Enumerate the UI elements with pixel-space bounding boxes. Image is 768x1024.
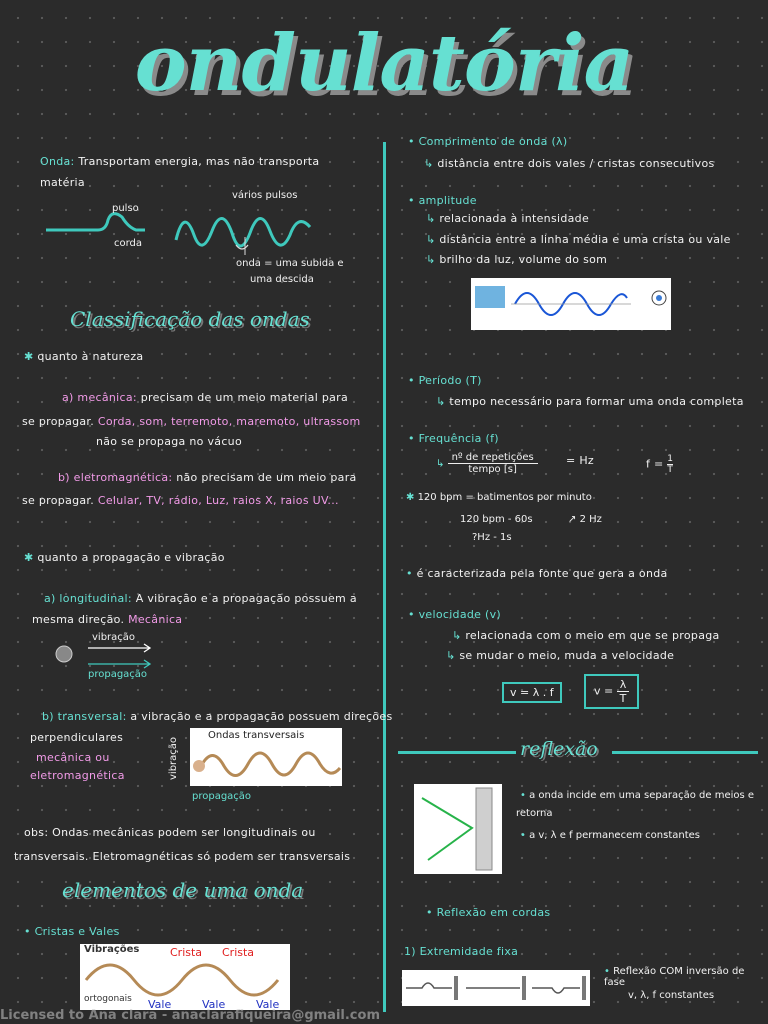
amp-line3	[426, 253, 607, 266]
vel-formula-box-1: v = λ . f	[502, 682, 562, 703]
bpm-text: 120 bpm = batimentos por minuto	[417, 492, 592, 503]
vel-line2	[446, 649, 674, 662]
velocidade-text: velocidade (v)	[418, 608, 502, 621]
refl-inv-line	[604, 966, 768, 988]
page-title: ondulatória	[134, 18, 634, 109]
natureza-text: quanto à natureza	[37, 350, 144, 363]
reflection-svg	[414, 784, 502, 874]
onda-subida-line2: uma descida	[250, 274, 314, 285]
periodo-def: tempo necessário para formar uma onda completa	[449, 395, 744, 408]
bpm-line2b	[568, 514, 602, 525]
frequencia-text: Frequência (f)	[418, 432, 499, 445]
eletro-prop: se propagar.	[22, 494, 95, 507]
freq-formula-T: T	[667, 465, 674, 475]
mecanica-line	[62, 391, 348, 404]
freq-hz: = Hz	[566, 454, 594, 467]
transversal-label: b) transversal:	[42, 710, 127, 723]
varios-pulsos-label: vários pulsos	[232, 190, 298, 201]
mecanica-prop-line	[22, 415, 361, 428]
vel-f2-fraction	[617, 678, 630, 705]
bullet-icon: ✱	[24, 551, 38, 564]
obs-line2: transversais. Eletromagnéticas só podem ser transversais	[14, 850, 351, 863]
refl-line1b: retorna	[516, 808, 553, 819]
bpm-hz: 2 Hz	[579, 514, 602, 525]
amp1: relacionada à intensidade	[439, 212, 590, 225]
freq-fraction	[436, 452, 538, 475]
wall-1	[454, 976, 458, 1000]
classificacao-heading: Classificação das ondas	[70, 307, 310, 331]
cristas-vales-text: Cristas e Vales	[34, 925, 120, 938]
transversal-line	[42, 710, 393, 723]
transversal-def1: a vibração e a propagação possuem direções	[130, 710, 393, 723]
rope-pulse-1	[406, 983, 452, 988]
transverse-wave-image	[190, 728, 342, 786]
arrow-icon: ↳	[436, 458, 448, 470]
crest-valley-wave	[86, 965, 278, 995]
amplitude-svg	[471, 278, 671, 330]
amplitude-text: amplitude	[418, 194, 477, 207]
onda-label: Onda:	[40, 155, 75, 168]
wall-3	[582, 976, 586, 1000]
propagacao-heading	[24, 551, 225, 564]
amp-line2	[426, 233, 731, 246]
rope-reflection-image	[402, 970, 590, 1006]
arrow-icon: ↳	[452, 629, 466, 642]
longitudinal-label: a) longitudinal:	[44, 592, 132, 605]
comprimento-heading	[408, 135, 567, 148]
refl2: a v, λ e f permanecem constantes	[529, 830, 700, 841]
arrow-icon: ↳	[426, 233, 440, 246]
onda-def-line1: Transportam energia, mas não transporta	[78, 155, 320, 168]
landscape-icon	[475, 286, 505, 308]
caracterizada-text: é caracterizada pela fonte que gera a onda	[416, 567, 668, 580]
refl-inv2: v, λ, f constantes	[628, 990, 715, 1001]
reflexao-image	[414, 784, 502, 874]
vel-f2-den: T	[619, 692, 627, 705]
bpm-line3: ?Hz - 1s	[472, 532, 512, 543]
eletro-line	[58, 471, 357, 484]
obs-line1: obs: Ondas mecânicas podem ser longitudinais ou	[24, 826, 316, 839]
comprimento-def: distância entre dois vales / cristas consecutivos	[437, 157, 715, 170]
freq-fraction-body	[448, 452, 538, 475]
periodo-def-line	[436, 395, 744, 408]
pulso-label: pulso	[112, 203, 139, 214]
refl-cordas-text: Reflexão em cordas	[436, 906, 551, 919]
reflexao-line-left	[398, 751, 516, 754]
propagacao-text: quanto a propagação e vibração	[37, 551, 225, 564]
reflection-ray	[422, 798, 472, 860]
arrow-icon: ↳	[426, 212, 440, 225]
transverse-wave-svg	[190, 728, 342, 786]
freq-denominator: tempo [s]	[468, 464, 517, 475]
eletro-def: não precisam de um meio para	[176, 471, 357, 484]
vibracao-label: vibração	[92, 632, 136, 643]
natureza-heading	[24, 350, 143, 363]
freq-formula-1: 1	[667, 454, 674, 464]
refl-line2	[520, 830, 700, 841]
velocidade-heading	[408, 608, 501, 621]
bullet-icon: •	[408, 374, 419, 387]
periodo-text: Período (T)	[418, 374, 482, 387]
bpm-line	[406, 492, 592, 503]
bullet-icon: •	[520, 830, 530, 841]
longitudinal-line	[44, 592, 357, 605]
eletro-label: b) eletromagnética:	[58, 471, 173, 484]
arrow-icon: ↳	[426, 253, 440, 266]
freq-numerator: nº de repetições	[448, 452, 538, 464]
longitudinal-mecanica: Mecânica	[128, 613, 183, 626]
transversal-mec1: mecânica ou	[36, 751, 110, 764]
pulse-wave-diagram	[40, 195, 340, 285]
freq-formula	[646, 454, 673, 475]
freq-formula-f: f =	[646, 457, 664, 471]
speaker-icon	[56, 646, 72, 662]
vibracoes-caption: Vibrações	[84, 944, 140, 955]
propagacao-img-label: propagação	[192, 791, 252, 802]
mecanica-vacuo: não se propaga no vácuo	[96, 435, 242, 448]
refl-cordas-heading	[426, 906, 550, 919]
eye-pupil	[656, 295, 662, 301]
vel-formula-box-2	[584, 674, 639, 709]
bullet-icon: •	[426, 906, 437, 919]
mecanica-examples: Corda, som, terremoto, maremoto, ultrassom	[97, 415, 361, 428]
vel-line1	[452, 629, 720, 642]
vel-f2-v: v =	[594, 684, 614, 698]
mecanica-prop: se propagar.	[22, 415, 95, 428]
bullet-icon: •	[24, 925, 35, 938]
transversal-def2: perpendiculares	[30, 731, 124, 744]
multiple-pulses-wave	[176, 218, 310, 246]
vale-label-1: Vale	[148, 998, 172, 1010]
bullet-icon: •	[408, 432, 419, 445]
column-divider	[383, 142, 386, 1012]
bpm-line2: 120 bpm - 60s	[460, 514, 533, 525]
frequencia-heading	[408, 432, 499, 445]
rope-reflection-svg	[402, 970, 590, 1006]
extremidade-heading: 1) Extremidade fixa	[404, 945, 519, 958]
vibration-arrow	[88, 644, 150, 652]
cristas-vales-line	[24, 925, 120, 938]
wall-2	[522, 976, 526, 1000]
rope-pulse-3	[532, 988, 580, 993]
bullet-icon: •	[408, 194, 419, 207]
mirror-icon	[476, 788, 492, 870]
bullet-icon: •	[408, 135, 419, 148]
transversal-mec2: eletromagnética	[30, 769, 125, 782]
periodo-heading	[408, 374, 482, 387]
crista-label-1: Crista	[170, 946, 203, 959]
vibracao-vertical-label: vibração	[168, 736, 179, 780]
rope-wave	[200, 753, 340, 776]
bullet-icon: •	[604, 966, 614, 977]
vale-label-2: Vale	[202, 998, 226, 1010]
bullet-icon: ✱	[406, 492, 418, 503]
ondas-transversais-caption: Ondas transversais	[208, 730, 305, 741]
vel1: relacionada com o meio em que se propaga	[465, 629, 720, 642]
longitudinal-line2	[32, 613, 182, 626]
cristas-vales-image	[80, 944, 290, 1010]
refl-line1	[520, 790, 754, 801]
elementos-heading: elementos de uma onda	[62, 878, 304, 902]
amplitude-heading	[408, 194, 477, 207]
bullet-icon: •	[406, 567, 417, 580]
amp2: distância entre a linha média e uma crista ou vale	[439, 233, 731, 246]
onda-subida-line1: onda = uma subida e	[236, 258, 344, 269]
vel2: se mudar o meio, muda a velocidade	[459, 649, 675, 662]
propagacao-label: propagação	[88, 669, 148, 680]
freq-formula-fraction	[667, 454, 673, 475]
watermark: Licensed to Ana clara - anaclarafiqueira@gmail.com	[0, 1008, 380, 1023]
eletro-prop-line	[22, 494, 339, 507]
hand-icon	[193, 760, 205, 772]
refl1: a onda incide em uma separação de meios e	[529, 790, 755, 801]
amp3: brilho da luz, volume do som	[439, 253, 608, 266]
arrow-icon: ↳	[424, 157, 438, 170]
amp-line1	[426, 212, 589, 225]
refl-inv1: Reflexão COM inversão de fase	[604, 966, 745, 988]
propagation-arrow	[88, 660, 150, 668]
caracterizada-line	[406, 567, 668, 580]
arrow-icon: ↳	[446, 649, 460, 662]
mecanica-def: precisam de um meio material para	[140, 391, 349, 404]
eletro-examples: Celular, TV, rádio, Luz, raios X, raios UV...	[97, 494, 339, 507]
onda-def-line2: matéria	[40, 176, 85, 189]
mecanica-label: a) mecânica:	[62, 391, 137, 404]
bullet-icon: •	[408, 608, 419, 621]
amplitude-image	[471, 278, 671, 330]
corda-label: corda	[114, 238, 143, 249]
arrow-icon: ↳	[436, 395, 450, 408]
comprimento-text: Comprimento de onda (λ)	[418, 135, 568, 148]
longitudinal-def1: A vibração e a propagação possuem a	[135, 592, 357, 605]
onda-definition	[40, 155, 319, 168]
reflexao-heading: reflexão	[520, 738, 598, 760]
bullet-icon: •	[520, 790, 530, 801]
arrow-icon: ↗	[568, 514, 580, 525]
vale-label-3: Vale	[256, 998, 280, 1010]
longitudinal-def2: mesma direção.	[32, 613, 125, 626]
ortogonais-caption: ortogonais	[84, 994, 132, 1004]
vel-f2-num: λ	[617, 678, 630, 692]
pulse-wave	[46, 214, 145, 230]
reflexao-line-right	[612, 751, 758, 754]
comprimento-def-line	[424, 157, 715, 170]
bullet-icon: ✱	[24, 350, 38, 363]
crista-label-2: Crista	[222, 946, 255, 959]
